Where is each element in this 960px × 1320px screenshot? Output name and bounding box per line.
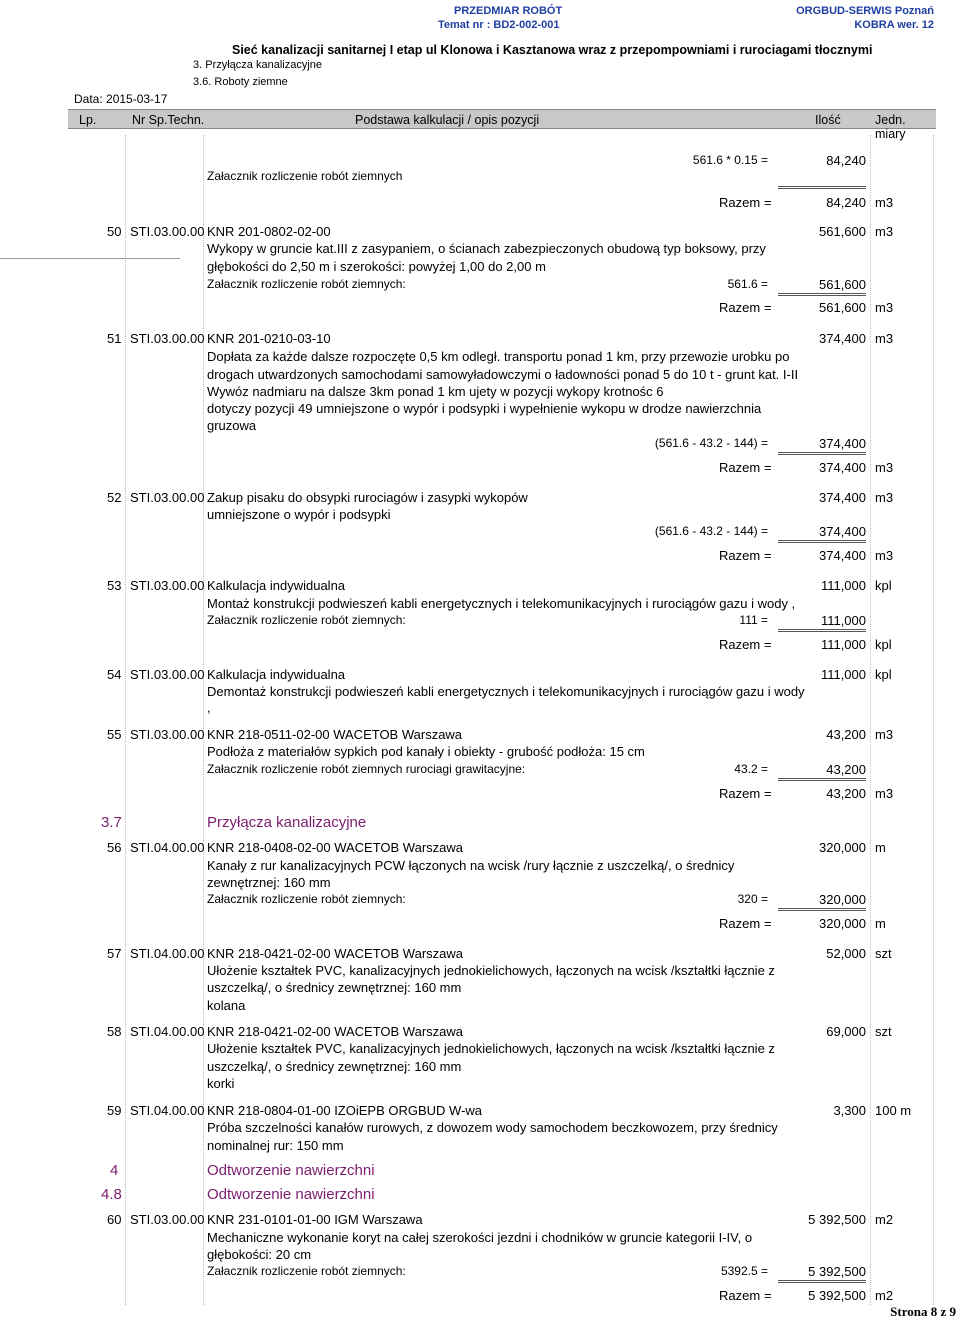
section-path-2: 3.6. Roboty ziemne (193, 76, 288, 88)
item-qty: 374,400 (819, 331, 866, 346)
item-qty: 111,000 (820, 578, 866, 593)
item-desc-line: kolana (207, 998, 246, 1013)
item-desc-line: gruzowa (207, 418, 257, 433)
col-basis: Podstawa kalkulacji / opis pozycji (355, 113, 540, 127)
item-qty: 320,000 (819, 840, 866, 855)
calc-formula: (561.6 - 43.2 - 144) = (654, 524, 768, 538)
calc-formula: 5392.5 = (720, 1264, 768, 1278)
item-desc-line: Montaż konstrukcji podwieszeń kabli energetycznych i telekomunikacyjnych i rurociągów gazu i wody , (207, 596, 796, 611)
item-lp: 56 (107, 840, 122, 855)
razem-unit: m3 (875, 460, 894, 475)
item-unit: szt (875, 1024, 892, 1039)
razem-value: 5 392,500 (808, 1288, 866, 1303)
section-number: 4.8 (101, 1186, 122, 1203)
item-lp: 52 (107, 490, 122, 505)
razem-label: Razem (719, 637, 761, 652)
calc-value: 5 392,500 (808, 1264, 866, 1279)
razem-eq: = (764, 637, 772, 652)
razem-label: Razem (719, 916, 761, 931)
item-unit: 100 m (875, 1103, 912, 1118)
item-desc-line: , (207, 700, 211, 715)
item-basis: KNR 218-0421-02-00 WACETOB Warszawa (207, 946, 464, 961)
item-unit: m2 (875, 1212, 894, 1227)
item-qty: 69,000 (826, 1024, 866, 1039)
column-divider (203, 135, 204, 1305)
item-unit: m3 (875, 331, 894, 346)
item-qty: 3,300 (833, 1103, 866, 1118)
item-desc-line: Ułożenie kształtek PVC, kanalizacyjnych jednokielichowych, łączonych na wcisk /kształtki łącznie z (207, 1041, 775, 1056)
item-basis: KNR 218-0421-02-00 WACETOB Warszawa (207, 1024, 464, 1039)
col-nr: Nr Sp.Techn. (132, 113, 205, 127)
item-qty: 374,400 (819, 490, 866, 505)
item-lp: 54 (107, 667, 122, 682)
topic-number: Temat nr : BD2-002-001 (438, 19, 560, 31)
sum-rule (778, 293, 866, 296)
section-path-1: 3. Przyłącza kanalizacyjne (193, 59, 323, 71)
calc-label: Załacznik rozliczenie robót ziemnych: (207, 1264, 406, 1278)
item-desc-line: głębokości do 2,50 m i szerokości: powyżej 1,00 do 2,00 m (207, 259, 546, 274)
item-unit: m3 (875, 727, 894, 742)
item-lp: 53 (107, 578, 122, 593)
razem-unit: m2 (875, 1288, 894, 1303)
item-qty: 5 392,500 (808, 1212, 866, 1227)
item-nr: STI.04.00.00 (130, 1103, 205, 1118)
item-unit: m (875, 840, 886, 855)
software-version: KOBRA wer. 12 (854, 19, 934, 31)
item-lp: 55 (107, 727, 122, 742)
razem-label: Razem (719, 300, 761, 315)
column-divider (870, 135, 871, 1305)
col-qty: Ilość (815, 113, 841, 127)
section-title: Przyłącza kanalizacyjne (207, 814, 367, 831)
sum-rule (778, 186, 866, 189)
item-unit: m3 (875, 490, 894, 505)
calc-label: Załacznik rozliczenie robót ziemnych: (207, 613, 406, 627)
item-qty: 52,000 (826, 946, 866, 961)
calc-value: 84,240 (826, 153, 866, 168)
razem-value: 320,000 (819, 916, 866, 931)
razem-unit: m3 (875, 786, 894, 801)
item-lp: 59 (107, 1103, 122, 1118)
item-qty: 43,200 (826, 727, 866, 742)
calc-value: 320,000 (819, 892, 866, 907)
sum-rule (778, 540, 866, 543)
razem-eq: = (764, 786, 772, 801)
calc-formula: 111 = (739, 613, 768, 627)
item-desc-line: uszczelką/, o średnicy zewnętrznej: 160 mm (207, 1059, 462, 1074)
calc-value: 374,400 (819, 524, 866, 539)
item-nr: STI.04.00.00 (130, 946, 205, 961)
item-basis: KNR 201-0802-02-00 (207, 224, 331, 239)
item-basis: KNR 201-0210-03-10 (207, 331, 331, 346)
razem-value: 111,000 (820, 637, 866, 652)
razem-unit: m3 (875, 548, 894, 563)
calc-value: 111,000 (820, 613, 866, 628)
section-number: 3.7 (101, 814, 122, 831)
item-desc-line: Próba szczelności kanałów rurowych, z dowozem wody samochodem beczkowozem, przy średnicy (207, 1120, 778, 1135)
razem-label: Razem (719, 1288, 761, 1303)
item-desc-line: umniejszone o wypór i podsypki (207, 507, 391, 522)
razem-label: Razem (719, 548, 761, 563)
item-basis: KNR 218-0408-02-00 WACETOB Warszawa (207, 840, 464, 855)
item-nr: STI.03.00.00 (130, 667, 205, 682)
doc-type: PRZEDMIAR ROBÓT (454, 5, 563, 17)
item-lp: 60 (107, 1212, 122, 1227)
column-divider (125, 135, 126, 1305)
sum-rule (778, 629, 866, 632)
item-qty: 111,000 (820, 667, 866, 682)
item-basis: KNR 231-0101-01-00 IGM Warszawa (207, 1212, 423, 1227)
item-desc-line: korki (207, 1076, 235, 1091)
item-desc-line: Wykopy w gruncie kat.III z zasypaniem, o ścianach zabezpieczonych obudową typ boksowy, przy (207, 241, 766, 256)
razem-value: 374,400 (819, 460, 866, 475)
item-lp: 58 (107, 1024, 122, 1039)
item-lp: 51 (107, 331, 122, 346)
sum-rule (778, 452, 866, 455)
item-desc-line: nominalnej rur: 150 mm (207, 1138, 344, 1153)
item-nr: STI.03.00.00 (130, 727, 205, 742)
razem-eq: = (764, 460, 772, 475)
razem-unit: m3 (875, 300, 894, 315)
item-basis: Kalkulacja indywidualna (207, 667, 346, 682)
item-desc-line: drogach utwardzonych samochodami samowyładowczymi o ładowności ponad 5 do 10 t - grunt kat. I-II (207, 367, 799, 382)
item-desc-line: Mechaniczne wykonanie koryt na całej szerokości jezdni i chodników w gruncie kategorii I-IV, o (207, 1230, 753, 1245)
project-title: Sieć kanalizacji sanitarnej I etap ul Klonowa i Kasztanowa wraz z przepompowniami i rurociagami tłocznymi (232, 43, 873, 57)
calc-formula: 561.6 * 0.15 = (692, 153, 768, 167)
column-header (68, 109, 936, 141)
item-nr: STI.03.00.00 (130, 1212, 205, 1227)
item-desc-line: Podłoża z materiałów sypkich pod kanały i obiekty - grubość podłoża: 15 cm (207, 744, 645, 759)
calc-label: Załacznik rozliczenie robót ziemnych: (207, 892, 406, 906)
calc-label: Załacznik rozliczenie robót ziemnych: (207, 277, 406, 291)
razem-unit: m3 (875, 195, 894, 210)
razem-value: 84,240 (826, 195, 866, 210)
calc-formula: 43.2 = (734, 762, 768, 776)
company-name: ORGBUD-SERWIS Poznań (796, 5, 934, 17)
razem-value: 561,600 (819, 300, 866, 315)
razem-value: 374,400 (819, 548, 866, 563)
item-desc-line: Kanały z rur kanalizacyjnych PCW łączonych na wcisk /rury łącznie z uszczelką/, o średnicy (207, 858, 735, 873)
calc-value: 561,600 (819, 277, 866, 292)
item-unit: m3 (875, 224, 894, 239)
calc-value: 374,400 (819, 436, 866, 451)
calc-formula: (561.6 - 43.2 - 144) = (654, 436, 768, 450)
col-lp: Lp. (79, 113, 97, 127)
item-nr: STI.03.00.00 (130, 490, 205, 505)
col-unit: Jedn. miary (875, 113, 906, 141)
item-basis: Kalkulacja indywidualna (207, 578, 346, 593)
razem-eq: = (764, 300, 772, 315)
sum-rule (778, 778, 866, 781)
item-desc-line: zewnętrznej: 160 mm (207, 875, 331, 890)
section-number: 4 (110, 1162, 119, 1179)
item-desc-line: Wywóz nadmiaru na dalsze 3km ponad 1 km ujety w pozycji wykopy krotnośc 6 (207, 384, 664, 399)
calc-formula: 561.6 = (727, 277, 768, 291)
item-nr: STI.03.00.00 (130, 224, 205, 239)
item-basis: Zakup pisaku do obsypki rurociagów i zasypki wykopów (207, 490, 528, 505)
razem-label: Razem (719, 786, 761, 801)
item-desc-line: głębokości: 20 cm (207, 1247, 312, 1262)
item-basis: KNR 218-0804-01-00 IZOiEPB ORGBUD W-wa (207, 1103, 483, 1118)
razem-unit: m (875, 916, 886, 931)
margin-rule (0, 258, 180, 259)
item-desc-line: Ułożenie kształtek PVC, kanalizacyjnych jednokielichowych, łączonych na wcisk /kształtki łącznie z (207, 963, 775, 978)
section-title: Odtworzenie nawierzchni (207, 1162, 375, 1179)
calc-formula: 320 = (737, 892, 768, 906)
razem-label: Razem (719, 195, 761, 210)
item-lp: 50 (107, 224, 122, 239)
razem-unit: kpl (875, 637, 892, 652)
razem-eq: = (764, 916, 772, 931)
item-desc-line: Demontaż konstrukcji podwieszeń kabli energetycznych i telekomunikacyjnych i rurociągów gazu i wody (207, 684, 805, 699)
item-basis: KNR 218-0511-02-00 WACETOB Warszawa (207, 727, 463, 742)
item-nr: STI.04.00.00 (130, 840, 205, 855)
item-qty: 561,600 (819, 224, 866, 239)
item-desc-line: uszczelką/, o średnicy zewnętrznej: 160 mm (207, 980, 462, 995)
column-divider (933, 135, 934, 1305)
section-title: Odtworzenie nawierzchni (207, 1186, 375, 1203)
razem-value: 43,200 (826, 786, 866, 801)
item-unit: kpl (875, 578, 892, 593)
item-nr: STI.03.00.00 (130, 578, 205, 593)
razem-eq: = (764, 195, 772, 210)
item-lp: 57 (107, 946, 122, 961)
page-number: Strona 8 z 9 (890, 1304, 956, 1319)
razem-eq: = (764, 1288, 772, 1303)
razem-label: Razem (719, 460, 761, 475)
item-nr: STI.04.00.00 (130, 1024, 205, 1039)
item-desc-line: Dopłata za każde dalsze rozpoczęte 0,5 km odległ. transportu ponad 1 km, przy przewozie urobku po (207, 349, 790, 364)
document-date: Data: 2015-03-17 (74, 92, 168, 106)
calc-value: 43,200 (826, 762, 866, 777)
attachment-label: Załacznik rozliczenie robót ziemnych (207, 169, 403, 183)
item-unit: kpl (875, 667, 892, 682)
calc-label: Załacznik rozliczenie robót ziemnych rurociagi grawitacyjne: (207, 762, 526, 776)
item-unit: szt (875, 946, 892, 961)
item-desc-line: dotyczy pozycji 49 umniejszone o wypór i podsypki i wypełnienie wykopu w drodze nawierzchnia (207, 401, 762, 416)
sum-rule (778, 1280, 866, 1283)
item-nr: STI.03.00.00 (130, 331, 205, 346)
razem-eq: = (764, 548, 772, 563)
sum-rule (778, 908, 866, 911)
